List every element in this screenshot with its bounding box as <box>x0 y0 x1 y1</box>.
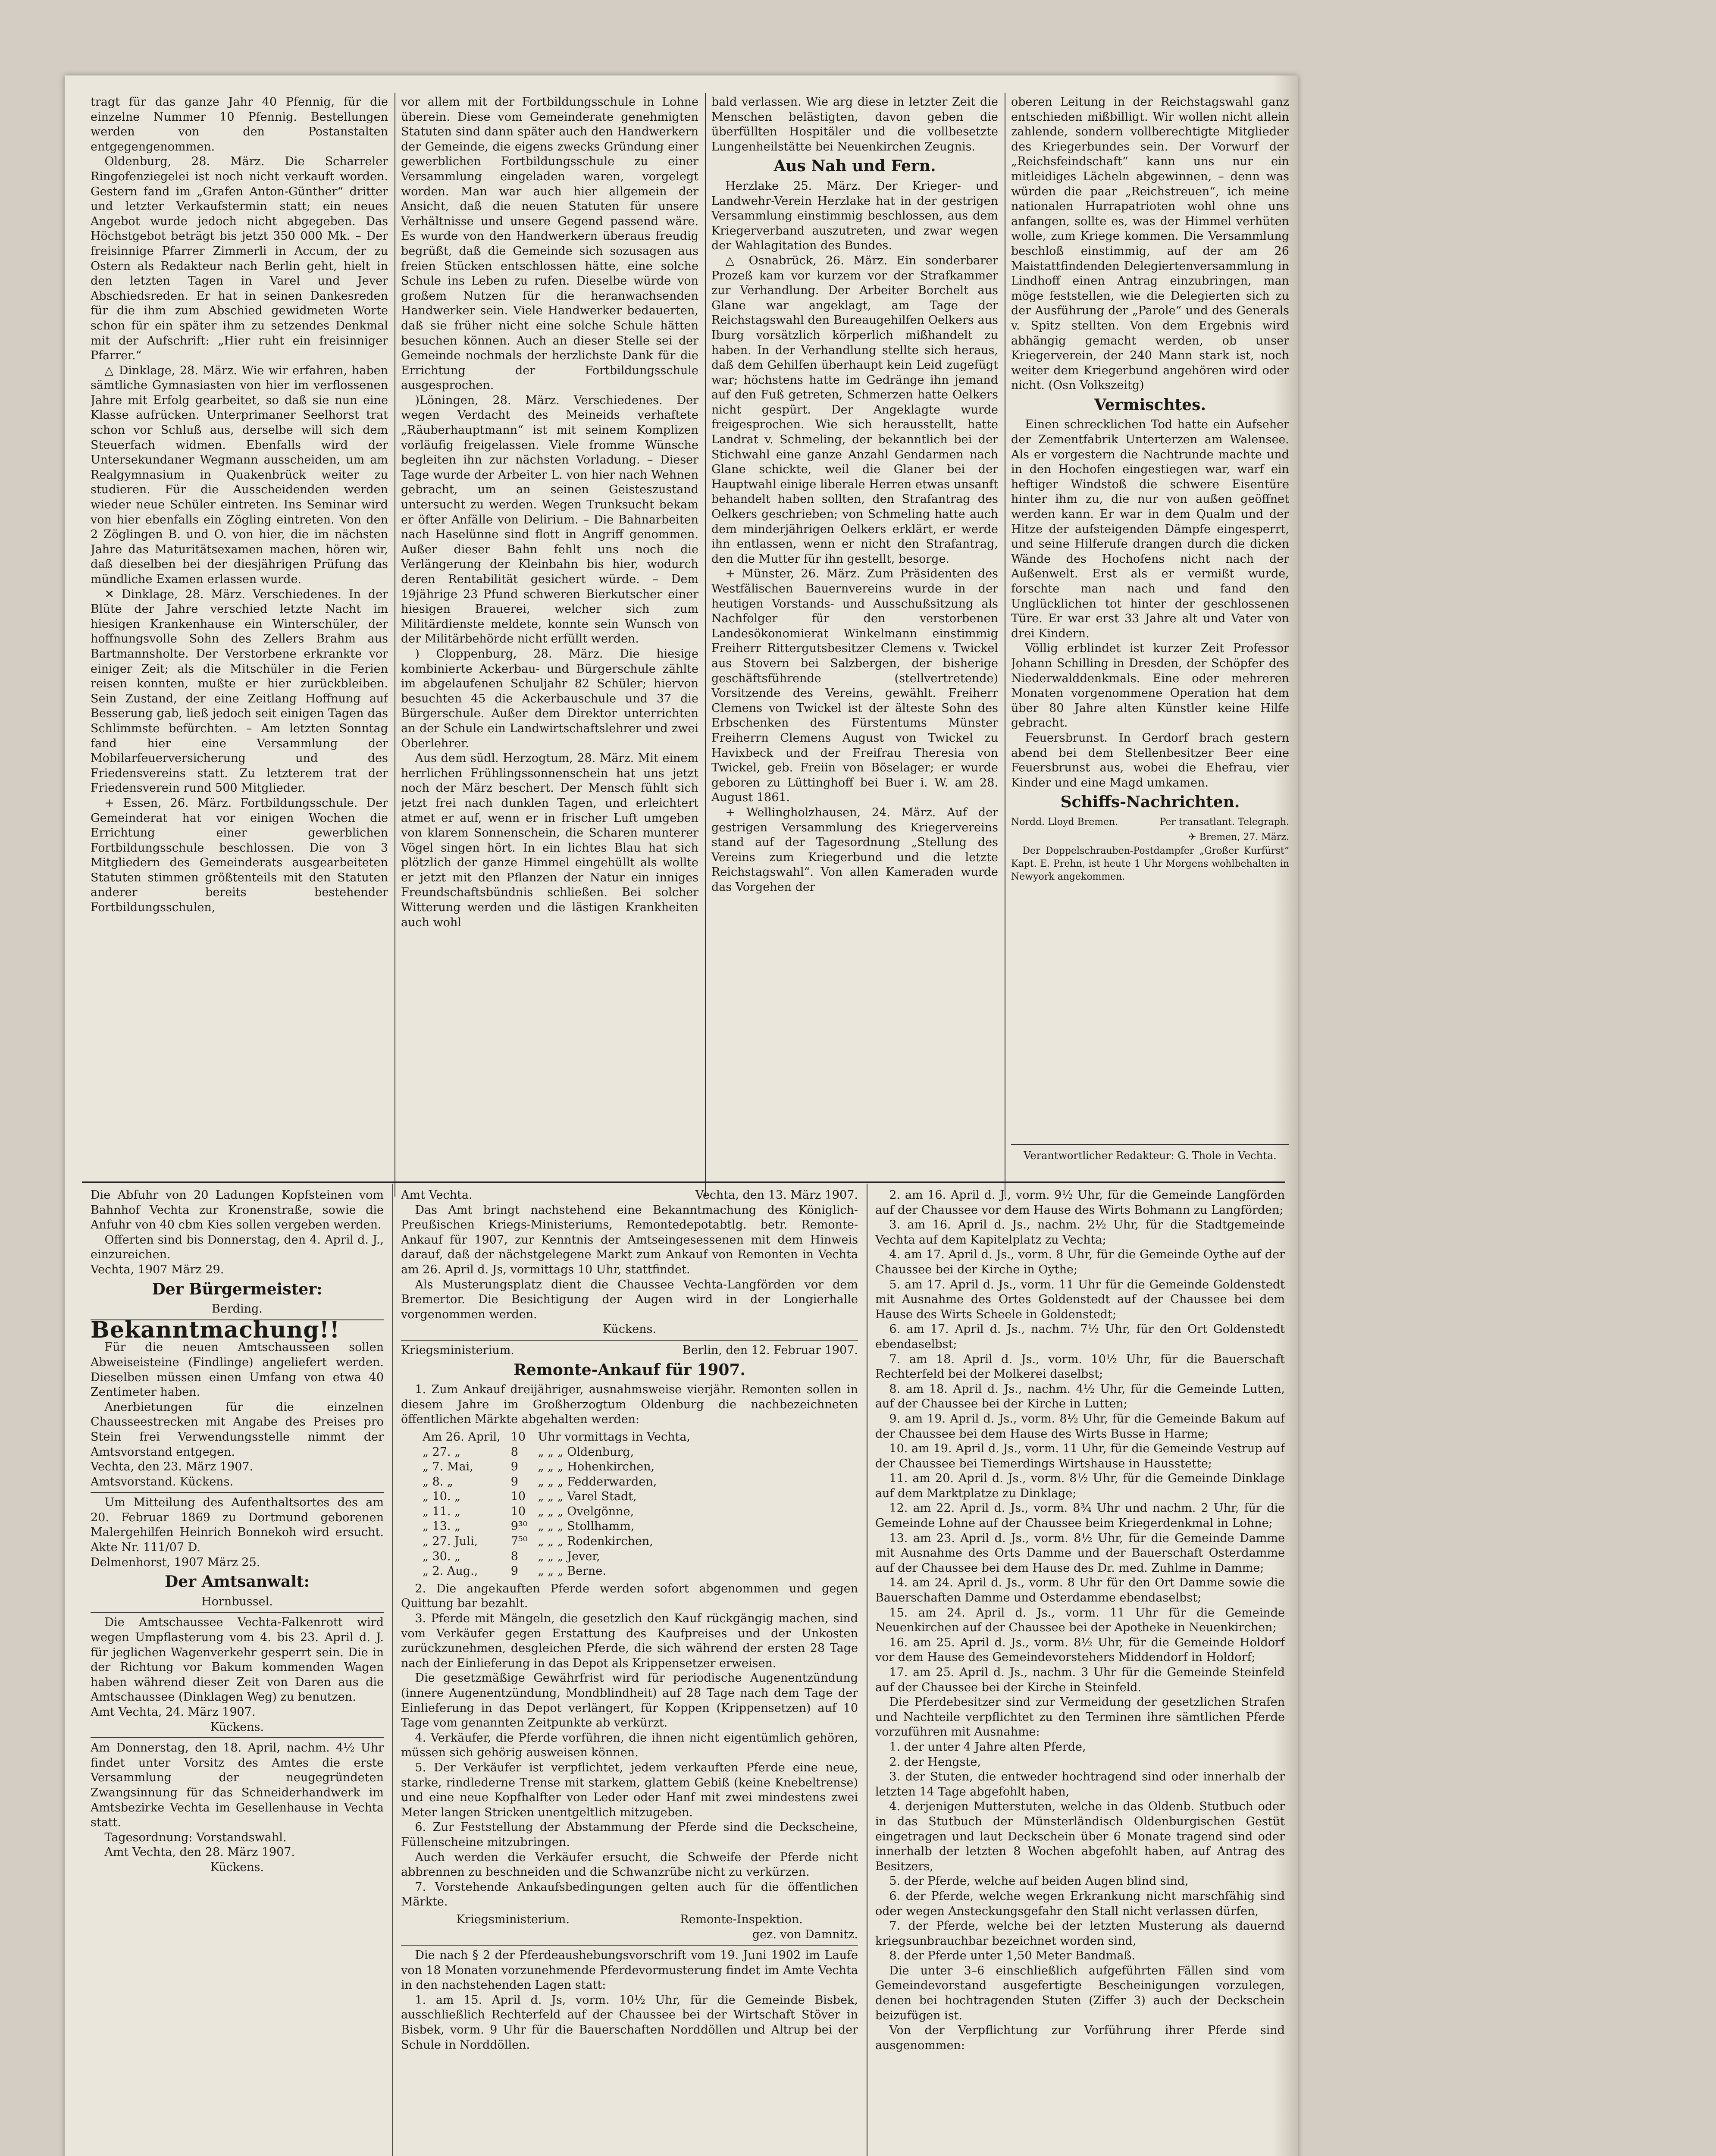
table-cell: „ „ „ Rodenkirchen, <box>538 1535 653 1548</box>
office-signature: Amtsvorstand. Kückens. <box>91 1475 234 1489</box>
article-paragraph: △ Dinklage, 28. März. Wie wir erfahren, haben sämtliche Gymnasiasten von hier im verflossenen Jahre mit Erfolg gearbeitet, so daß sie nun eine Klasse aufrücken. Unterprimaner Seelhorst trat schon vor Schluß aus, derselbe will sich dem Steuerfach widmen. Ebenfalls wird der Untersekundaner Wegmann ausscheiden, um am Realgymnasium in Quakenbrück weiter zu studieren. Für die Ausscheidenden werden wieder neue Schüler eintreten. Ins Seminar wird von hier ebenfalls ein Zögling eintreten. Von den 2 Zöglingen B. und O. von hier, die im nächsten Jahre das Maturitätsexamen machen, hören wir, daß dieselben bei der diesjährigen Prüfung das mündliche Examen erlassen wurde. <box>91 364 388 586</box>
schedule-item: 6. am 17. April d. Js., nachm. 7½ Uhr, für den Ort Goldenstedt ebendaselbst; <box>875 1322 1285 1351</box>
ships-header-row <box>1011 815 1289 830</box>
rule <box>401 1340 858 1341</box>
responsible-editor: Verantwortlicher Redakteur: G. Thole in Vechta. <box>1024 1150 1277 1162</box>
signature-name: Hornbussel. <box>201 1595 273 1608</box>
table-cell: Uhr vormittags in Vechta, <box>538 1430 691 1444</box>
article-paragraph: Feuersbrunst. In Gerdorf brach gestern abend bei dem Stellenbesitzer Beer eine Feuersbrunst aus, wobei die Ehefrau, vier Kinder und eine Magd umkamen. <box>1011 731 1289 790</box>
table-cell: „ „ „ Stollhamm, <box>538 1520 635 1533</box>
article-paragraph: Aus dem südl. Herzogtum, 28. März. Mit einem herrlichen Frühlingssonnenschein hat uns jetzt noch der März beschert. Der Mensch fühlt sich jetzt frei nach dunklen Tagen, und erleichtert atmet er auf, wenn er in frischer Luft umgeben von klarem Sonnenschein, die Scharen munterer Vögel singen hört. In ein lichtes Blau hat sich plötzlich der ganze Himmel eingehüllt als wollte er jetzt mit den Pflanzen der Natur ein inniges Freundschaftsbündnis schließen. Bei solcher Witterung werden und die lästigen Krankheiten auch wohl <box>401 752 698 929</box>
newspaper-page <box>65 75 1298 2156</box>
table-cell: 9 <box>510 1564 518 1578</box>
schedule-item: 7. am 18. April d. Js., vorm. 10½ Uhr, für die Bauerschaft Rechterfeld bei der Molkerei daselbst; <box>875 1352 1285 1381</box>
notice-paragraph: 7. Vorstehende Ankaufsbedingungen gelten auch für die öffentlichen Märkte. <box>401 1880 858 1909</box>
article-paragraph: vor allem mit der Fortbildungsschule in Lohne überein. Diese vom Gemeinderate genehmigten Statuten sind dann später auch den Handwerkern der Gemeinde, die eigens zwecks Gründung einer gewerblichen Fortbildungsschule zu einer Versammlung eingeladen waren, vorgelegt worden. Man war auch hier allgemein der Ansicht, daß die neuen Statuten für unsere Verhältnisse und unsere Gegend passend wäre. Es wurde von den Handwerkern überaus freudig begrüßt, daß die Gemeinde sich sozusagen aus freien Stücken entschlossen hätte, eine solche Schule ins Leben zu rufen. Dieselbe würde von großem Nutzen für die heranwachsenden Handwerker sein. Viele Handwerker bedauerten, daß sie früher nicht eine solche Schule hätten besuchen können. Auch an dieser Stelle sei der Gemeinde nochmals der herzlichste Dank für die Errichtung der Fortbildungsschule ausgesprochen. <box>401 95 698 392</box>
table-cell: „ 7. Mai, <box>423 1460 473 1474</box>
signature-name: Berding. <box>212 1302 263 1316</box>
inspection-label: Remonte-Inspektion. <box>680 1912 803 1926</box>
article-paragraph: ) Cloppenburg, 28. März. Die hiesige kombinierte Ackerbau- und Bürgerschule zählte im abgelaufenen Schuljahr 82 Schüler; hiervon besuchten 45 die Ackerbauschule und 37 die Bürgerschule. Außer dem Direktor unterrichten an der Schule ein Landwirtschaftslehrer und zwei Oberlehrer. <box>401 647 698 750</box>
table-row <box>423 1519 701 1534</box>
rule <box>91 1492 384 1493</box>
table-cell: „ „ „ Varel Stadt, <box>538 1490 637 1504</box>
schedule-item: 12. am 22. April d. Js., vorm. 8¾ Uhr und nachm. 2 Uhr, für die Gemeinde Lohne auf der Chaussee beim Kriegerdenkmal in Lohne; <box>875 1501 1285 1530</box>
notice-paragraph: Am Donnerstag, den 18. April, nachm. 4½ Uhr findet unter Vorsitz des Amtes die erste Versammlung der neugegründeten Zwangsinnung für das Schneiderhandwerk im Amtsbezirke Vechta im Gesellenhause in Vechta statt. <box>91 1741 384 1830</box>
schedule-item: Die unter 3–6 einschließlich aufgeführten Fällen sind vom Gemeindevorstand ausgefertigte Bescheinigungen vorzulegen, denen bei hochtragenden Stuten (Ziffer 3) auch der Deckschein beizufügen ist. <box>875 1964 1285 2022</box>
ministry-date: Berlin, den 12. Februar 1907. <box>682 1343 858 1357</box>
notice-paragraph: 1. Zum Ankauf dreijähriger, ausnahmsweise vierjähr. Remonten sollen in diesem Jahre im Großherzogtum Oldenburg die nachbezeichneten öffentlichen Märkte abgehalten werden: <box>401 1383 858 1426</box>
schedule-item: 17. am 25. April d. Js., nachm. 3 Uhr für die Gemeinde Steinfeld auf der Chaussee bei der Kirche in Steinfeld. <box>875 1666 1285 1694</box>
article-paragraph: )Löningen, 28. März. Verschiedenes. Der wegen Verdacht des Meineids verhaftete „Räuberhauptmann“ ist mit seinem Komplizen vorläufig freigelassen. Viele fromme Wünsche begleiten ihn zur nächsten Vorladung. – Dieser Tage wurde der Arbeiter L. von hier nach Wehnen gebracht, um an seinen Geisteszustand untersucht zu werden. Wegen Trunksucht bekam er öfter Anfälle von Delirium. – Die Bahnarbeiten nach Haselünne sind flott in Angriff genommen. Außer dieser Bahn fehlt uns noch die Verlängerung der Kleinbahn bis hier, wodurch deren Rentabilität gesichert würde. – Dem 19jährige 23 Pfund schweren Bierkutscher einer hiesigen Brauerei, welcher sich zum Militärdienste meldete, konnte sein Wunsch von der Militärbehörde nicht erfüllt werden. <box>401 393 698 646</box>
schedule-item: 3. der Stuten, die entweder hochtragend sind oder innerhalb der letzten 14 Tage abgefohlt haben, <box>875 1770 1285 1799</box>
top-column-1 <box>91 95 388 1179</box>
notice-paragraph: 4. Verkäufer, die Pferde vorführen, die ihnen nicht eigentümlich gehören, müssen sich gehörig ausweisen können. <box>401 1731 858 1760</box>
table-row <box>423 1460 701 1475</box>
article-paragraph: △ Osnabrück, 26. März. Ein sonderbarer Prozeß kam vor kurzem vor der Strafkammer zur Verhandlung. Der Arbeiter Borchelt aus Glane war angeklagt, am Tage der Reichstagswahl den Bureaugehilfen Oelkers aus Iburg vorsätzlich körperlich mißhandelt zu haben. In der Verhandlung stellte sich heraus, daß dem Gehilfen überhaupt kein Leid zugefügt war; höchstens hatte im Gedränge ihn jemand auf den Fuß getreten, Schmerzen hatte Oelkers nicht gespürt. Der Angeklagte wurde freigesprochen. Wie sich herausstellt, hatte Landrat v. Schmeling, der bekanntlich bei der Stichwahl eine ganze Anzahl Gendarmen nach Glane schickte, weil die Glaner bei der Hauptwahl einige liberale Herren etwas unsanft behandelt haben sollten, den Strafantrag des Oelkers geschrieben; von Schmeling hatte auch dem minderjährigen Oelkers erklärt, er werde ihn entlassen, wenn er nicht den Strafantrag, den die Mutter für ihn gestellt, besorge. <box>711 254 998 566</box>
top-column-2 <box>401 95 698 1179</box>
table-cell: „ 27. Juli, <box>423 1535 478 1548</box>
schedule-item: 16. am 25. April d. Js., vorm. 8½ Uhr, für die Gemeinde Holdorf vor dem Hause des Gemeindevorstehers Middendorf in Holdorf; <box>875 1636 1285 1664</box>
schedule-item: 1. der unter 4 Jahre alten Pferde, <box>889 1740 1086 1754</box>
table-cell: „ 10. „ <box>423 1490 461 1504</box>
table-cell: 8 <box>510 1549 518 1563</box>
table-cell: „ 13. „ <box>423 1520 461 1533</box>
editor-rule <box>1011 1144 1289 1145</box>
table-row <box>423 1475 701 1490</box>
ministry-label: Kriegsministerium. <box>456 1912 570 1926</box>
rule <box>91 1319 384 1320</box>
notice-paragraph: Vechta, den 23. März 1907. <box>91 1460 254 1474</box>
schedule-item: 11. am 20. April d. Js., vorm. 8½ Uhr, für die Gemeinde Dinklage auf dem Marktplatze zu Dinklage; <box>875 1472 1285 1500</box>
schedule-item: 8. der Pferde unter 1,50 Meter Bandmaß. <box>889 1949 1136 1963</box>
ministry-signature-row <box>401 1912 858 1927</box>
notice-paragraph: Die gesetzmäßige Gewährfrist wird für periodische Augenentzündung (innere Augenentzündung, Mondblindheit) auf 28 Tage nach dem Tage der Einlieferung in das Depot verlängert, für Koppen (Krippensetzen) auf 10 Tage vom genannten Zeitpunkte ab verkürzt. <box>401 1671 858 1730</box>
table-row <box>423 1549 701 1564</box>
notice-paragraph: Auch werden die Verkäufer ersucht, die Schweife der Pferde nicht abbrennen zu beschneiden und die Schwanzrübe nicht zu verkürzen. <box>401 1850 858 1879</box>
section-heading: Vermischtes. <box>1094 395 1206 414</box>
notice-paragraph: 2. Die angekauften Pferde werden sofort abgenommen und gegen Quittung bar bezahlt. <box>401 1582 858 1611</box>
table-cell: 7⁵⁰ <box>510 1535 528 1548</box>
rule <box>91 1612 384 1613</box>
column-divider <box>705 93 706 1197</box>
schedule-item: 2. am 16. April d. J., vorm. 9½ Uhr, für die Gemeinde Langförden auf der Chaussee vor dem Hause des Wirts Bohmann zu Langförden; <box>875 1188 1285 1217</box>
notice-paragraph: Delmenhorst, 1907 März 25. <box>91 1555 260 1569</box>
table-cell: 9³⁰ <box>510 1520 528 1533</box>
notice-paragraph: Amt Vechta, den 28. März 1907. <box>104 1846 295 1859</box>
table-cell: „ „ „ Berne. <box>538 1564 606 1578</box>
schedule-item: 7. der Pferde, welche bei der letzten Musterung als dauernd kriegsunbrauchbar bezeichnet worden sind, <box>875 1919 1285 1948</box>
schedule-item: 4. derjenigen Mutterstuten, welche in das Oldenb. Stutbuch oder in das Stutbuch der Münsterländisch Oldenburgischen Gestüt eingetragen und laut Deckschein über 6 Monate tragend sind oder innerhalb der letzten 8 Wochen abgefohlt haben, auf Antrag des Besitzers, <box>875 1800 1285 1873</box>
schedule-item: 8. am 18. April d. Js., nachm. 4½ Uhr, für die Gemeinde Lutten, auf der Chaussee bei der Kirche in Lutten; <box>875 1382 1285 1411</box>
top-column-3 <box>711 95 998 1179</box>
notice-paragraph: 5. Der Verkäufer ist verpflichtet, jedem verkauften Pferde eine neue, starke, rindlederne Trense mit starkem, glattem Gebiß (keine Knebeltrense) und eine neue Kopfhalfter von Leder oder Hanf mit zwei mindestens zwei Meter langen Stricken unentgeltlich mitzugeben. <box>401 1761 858 1819</box>
rule <box>401 1945 858 1946</box>
notice-paragraph: Amt Vechta, 24. März 1907. <box>91 1705 256 1719</box>
article-paragraph: Oldenburg, 28. März. Die Scharreler Ringofenziegelei ist noch nicht verkauft worden. Gestern fand im „Grafen Anton-Günther“ dritter und letzter Verkaufstermin statt; ein neues Angebot wurde jedoch nicht abgegeben. Das Höchstgebot beträgt bis jetzt 350 000 Mk. – Der freisinnige Pfarrer Zimmerli in Accum, der zu Ostern als Redakteur nach Berlin geht, hielt in den letzten Tagen in Varel und Jever Abschiedsreden. Er hat in seinen Dankesreden für die ihm zum Abschied gewidmeten Worte schon für ein später ihm zu setzendes Denkmal mit der Aufschrift: „Hier ruht ein freisinniger Pfarrer.“ <box>91 155 388 363</box>
bottom-column-2 <box>401 1188 858 2156</box>
notice-paragraph: Die Amtschaussee Vechta-Falkenrott wird wegen Umpflasterung vom 4. bis 23. April d. J. für jeglichen Wagenverkehr gesperrt sein. Die in der Richtung vor Bakum kommenden Wagen haben während dieser Zeit von Daren aus die Amtschaussee (Dinklagen Weg) zu benutzen. <box>91 1616 384 1704</box>
notice-paragraph: Als Musterungsplatz dient die Chaussee Vechta-Langförden vor dem Bremertor. Die Besichtigung der Augen wird in der Longierhalle vorgenommen werden. <box>401 1278 858 1321</box>
schedule-item: Die Pferdebesitzer sind zur Vermeidung der gesetzlichen Strafen und Nachteile verpflichtet zu den Terminen ihre sämtlichen Pferde vorzuführen mit Ausnahme: <box>875 1695 1285 1739</box>
office-label: Amt Vechta. <box>401 1188 473 1202</box>
signature-name: gez. von Damnitz. <box>752 1927 858 1941</box>
column-divider <box>392 1184 393 2156</box>
table-cell: „ 2. Aug., <box>423 1564 478 1578</box>
section-heading: Schiffs-Nachrichten. <box>1060 793 1240 812</box>
schedule-item: 2. der Hengste, <box>889 1755 981 1769</box>
schedule-item: Von der Verpflichtung zur Vorführung ihrer Pferde sind ausgenommen: <box>875 2024 1285 2052</box>
notice-title: Remonte-Ankauf für 1907. <box>513 1360 746 1379</box>
schedule-item: 6. der Pferde, welche wegen Erkrankung nicht marschfähig sind oder wegen Ansteckungsgefahr den Stall nicht verlassen dürfen, <box>875 1889 1285 1918</box>
ships-location: ✈ Bremen, 27. März. <box>1188 831 1289 843</box>
schedule-item: 5. der Pferde, welche auf beiden Augen blind sind, <box>889 1874 1189 1888</box>
article-paragraph: oberen Leitung in der Reichstagswahl ganz entschieden mißbilligt. Wir wollen nicht allein zahlende, sondern vollberechtigte Mitglieder des Kriegerbundes sein. Der Vorwurf der „Reichsfeindschaft“ kann uns nur ein mitleidiges Lächeln abgewinnen, – denn was würden die paar „Reichstreuen“, ich meine nationalen Hurrapatrioten wohl ohne uns anfangen, sollte es, was der Himmel verhüten wolle, zum Kriege kommen. Die Versammlung beschloß einstimmig, auf der am 26 Maistattfindenden Delegiertenversammlung in Lindhoff einen Antrag einzubringen, man möge feststellen, wie die Delegierten sich zu der Ausführung der „Parole“ und des Generals v. Spitz stellten. Von dem Ergebnis wird abhängig gemacht werden, ob unser Kriegerverein, der 240 Mann stark ist, noch weiter dem Kriegerbund angehören wird oder nicht. (Osn Volkszeitg) <box>1011 95 1289 392</box>
ministry-header-row <box>401 1343 858 1358</box>
notice-headline: Bekanntmachung!! <box>91 1316 340 1343</box>
section-heading: Aus Nah und Fern. <box>773 157 936 175</box>
table-row <box>423 1430 701 1445</box>
schedule-item: 10. am 19. April d. Js., vorm. 11 Uhr, für die Gemeinde Vestrup auf der Chaussee bei Tiemerdings Wirtshause in Hausstette; <box>875 1442 1285 1470</box>
signature-title: Der Bürgermeister: <box>152 1280 323 1298</box>
notice-paragraph: 1. am 15. April d. Js, vorm. 10½ Uhr, für die Gemeinde Bisbek, ausschließlich Rechterfeld auf der Chaussee bei der Wirtschaft Stöver in Bisbek, vorm. 9 Uhr für die Bauerschaften Norddöllen und Altrup bei der Schule in Norddöllen. <box>401 1993 858 2052</box>
table-row <box>423 1445 701 1460</box>
table-cell: 10 <box>510 1490 526 1504</box>
editor-line <box>1011 1148 1289 1166</box>
signature-name: Kückens. <box>210 1720 264 1734</box>
notice-header-row <box>401 1188 858 1203</box>
article-paragraph: Völlig erblindet ist kurzer Zeit Professor Johann Schilling in Dresden, der Schöpfer des Niederwalddenkmals. Eine oder mehreren Monaten vorgenommene Operation hat dem über 80 Jahre alten Künstler keine Hilfe gebracht. <box>1011 642 1289 730</box>
ministry-label: Kriegsministerium. <box>401 1343 514 1357</box>
market-dates-table <box>423 1430 701 1579</box>
notice-paragraph: Die Abfuhr von 20 Ladungen Kopfsteinen vom Bahnhof Vechta zur Kronenstraße, sowie die Anfuhr von 40 cbm Kies sollen vergeben werden. <box>91 1188 384 1232</box>
ships-right-label: Per transatlant. Telegraph. <box>1159 816 1289 827</box>
table-cell: „ „ „ Fedderwarden, <box>538 1475 657 1489</box>
schedule-item: 9. am 19. April d. Js., vorm. 8½ Uhr, für die Gemeinde Bakum auf der Chaussee bei dem Hause des Wirts Busse in Harme; <box>875 1412 1285 1441</box>
table-cell: 9 <box>510 1460 518 1474</box>
notice-paragraph: Vechta, 1907 März 29. <box>91 1263 224 1276</box>
schedule-item: 4. am 17. April d. Js., vorm. 8 Uhr, für die Gemeinde Oythe auf der Chaussee bei der Kirche in Oythe; <box>875 1248 1285 1276</box>
schedule-item: 15. am 24. April d. Js., vorm. 11 Uhr für die Gemeinde Neuenkirchen auf der Chaussee bei der Apotheke in Neuenkirchen; <box>875 1606 1285 1635</box>
notice-paragraph: 6. Zur Feststellung der Abstammung der Pferde sind die Deckscheine, Füllenscheine mitzubringen. <box>401 1821 858 1849</box>
notice-paragraph: Das Amt bringt nachstehend eine Bekanntmachung des Königlich-Preußischen Kriegs-Ministeriums, Remontedepotabtlg. betr. Remonte-Ankauf für 1907, zur Kenntnis der Amtseingesessenen mit dem Hinweis darauf, daß der nächstgelegene Markt zum Ankauf von Remonten in Vechta am 26. April d. Js, vormittags 10 Uhr, stattfindet. <box>401 1203 858 1276</box>
article-paragraph: + Essen, 26. März. Fortbildungsschule. Der Gemeinderat hat vor einigen Wochen die Errichtung einer gewerblichen Fortbildungsschule beschlossen. Die von 3 Mitgliedern des Gemeinderats ausgearbeiteten Statuten stimmen größtenteils mit den Statuten anderer bereits bestehender Fortbildungsschulen, <box>91 796 388 915</box>
table-cell: „ „ „ Jever, <box>538 1549 600 1563</box>
article-paragraph: Einen schrecklichen Tod hatte ein Aufseher der Zementfabrik Unterterzen am Walensee. Als er vorgestern die Nachtrunde machte und in den Hochofen eingestiegen war, warf ein heftiger Windstoß die schwere Eisentüre hinter ihm zu, die nur von außen geöffnet werden kann. Er war in dem Qualm und der Hitze der aufsteigenden Dämpfe eingesperrt, und seine Hilferufe drangen durch die dicken Wände des Hochofens nicht nach der Außenwelt. Erst als er vermißt wurde, forschte man nach und fand den Unglücklichen tot hinter der geschlossenen Türe. Er war erst 33 Jahre alt und Vater von drei Kindern. <box>1011 418 1289 640</box>
table-cell: „ 8. „ <box>423 1475 453 1489</box>
bottom-column-3 <box>875 1188 1285 2156</box>
bottom-column-1 <box>91 1188 384 2156</box>
table-row <box>423 1534 701 1549</box>
notice-paragraph: Tagesordnung: Vorstandswahl. <box>104 1830 287 1844</box>
notice-paragraph: Anerbietungen für die einzelnen Chausseestrecken mit Angabe des Preises pro Stein frei Verwendungsstelle nimmt der Amtsvorstand entgegen. <box>91 1400 384 1459</box>
signature-name: Kückens. <box>602 1322 657 1336</box>
table-cell: „ 27. „ <box>423 1445 461 1459</box>
table-cell: Am 26. April, <box>423 1430 501 1444</box>
notice-paragraph: 3. Pferde mit Mängeln, die gesetzlich den Kauf rückgängig machen, sind vom Verkäufer gegen Erstattung des Kaufpreises und der Unkosten zurückzunehmen, desgleichen Pferde, die sich während der ersten 28 Tage nach der Einlieferung in das Depot als Krippensetzer erweisen. <box>401 1612 858 1670</box>
rule <box>91 1737 384 1738</box>
schedule-item: 5. am 17. April d. Js., vorm. 11 Uhr für die Gemeinde Goldenstedt mit Ausnahme des Ortes Goldenstedt auf der Chaussee bei dem Hause des Wirts Scheele in Goldenstedt; <box>875 1278 1285 1321</box>
top-column-4 <box>1011 95 1289 1138</box>
signature-name: Kückens. <box>210 1860 264 1874</box>
article-paragraph: tragt für das ganze Jahr 40 Pfennig, für die einzelne Nummer 10 Pfennig. Bestellungen werden von den Postanstalten entgegengenommen. <box>91 95 388 154</box>
schedule-item: 13. am 23. April d. Js., vorm. 8½ Uhr, für die Gemeinde Damme mit Ausnahme des Orts Damme und der Bauerschaft Osterdamme auf der Chaussee bei dem Hause des Dr. med. Zuhlme in Damme; <box>875 1531 1285 1575</box>
table-cell: 8 <box>510 1445 518 1459</box>
table-cell: 9 <box>510 1475 518 1489</box>
notice-paragraph: Um Mitteilung des Aufenthaltsortes des am 20. Februar 1869 zu Dortmund geborenen Malergehilfen Heinrich Bonnekoh wird ersucht. Akte Nr. 111/07 D. <box>91 1496 384 1554</box>
notice-paragraph: Die nach § 2 der Pferdeaushebungsvorschrift vom 19. Juni 1902 im Laufe von 18 Monaten vorzunehmende Pferdevormusterung findet im Amte Vechta in den nachstehenden Lagen statt: <box>401 1949 858 1992</box>
signature-title: Der Amtsanwalt: <box>165 1573 310 1591</box>
notice-date: Vechta, den 13. März 1907. <box>695 1188 858 1202</box>
ships-text: Der Doppelschrauben-Postdampfer „Großer Kurfürst“ Kapt. E. Prehn, ist heute 1 Uhr Morgens wohlbehalten in Newyork angekommen. <box>1011 846 1289 883</box>
table-cell: „ „ „ Oldenburg, <box>538 1445 634 1459</box>
schedule-item: 3. am 16. April d. Js., nachm. 2½ Uhr, für die Stadtgemeinde Vechta auf dem Kapitelplatz zu Vechta; <box>875 1218 1285 1247</box>
table-cell: „ „ „ Ovelgönne, <box>538 1504 634 1518</box>
article-paragraph: ✕ Dinklage, 28. März. Verschiedenes. In der Blüte der Jahre verschied letzte Nacht im hiesigen Krankenhause ein Winterschüler, der hoffnungsvolle Sohn des Zellers Brahm aus Bartmannsholte. Der Verstorbene erkrankte vor einiger Zeit; als die Mitschüler in die Ferien reisen konnten, mußte er hier zurückbleiben. Sein Zustand, der eine Zeitlang Hoffnung auf Besserung gab, ließ jedoch seit einigen Tagen das Schlimmste befürchten. – Am letzten Sonntag fand hier eine Versammlung der Mobilarfeuerversicherung und des Friedensvereins statt. Zu letzterem trat der Friedensverein rund 500 Mitglieder. <box>91 587 388 795</box>
table-row <box>423 1564 701 1579</box>
section-divider <box>82 1181 1285 1183</box>
notice-paragraph: Offerten sind bis Donnerstag, den 4. April d. J., einzureichen. <box>91 1233 384 1262</box>
table-cell: 10 <box>510 1504 526 1518</box>
table-cell: „ 30. „ <box>423 1549 461 1563</box>
ships-left-label: Nordd. Lloyd Bremen. <box>1011 816 1118 827</box>
table-cell: „ 11. „ <box>423 1504 461 1518</box>
table-cell: „ „ „ Hohenkirchen, <box>538 1460 655 1474</box>
table-cell: 10 <box>510 1430 526 1444</box>
article-paragraph: Herzlake 25. März. Der Krieger- und Landwehr-Verein Herzlake hat in der gestrigen Versammlung einstimmig beschlossen, aus dem Kriegerverband auszutreten, und zwar wegen der Wahlagitation des Bundes. <box>711 179 998 253</box>
article-paragraph: + Münster, 26. März. Zum Präsidenten des Westfälischen Bauernvereins wurde in der heutigen Vorstands- und Ausschußsitzung als Nachfolger für den verstorbenen Landesökonomierat Winkelmann einstimmig Freiherr Rittergutsbesitzer Clemens v. Twickel aus Stovern bei Salzbergen, der bisherige geschäftsführende (stellvertretende) Vorsitzende des Vereins, gewählt. Freiherr Clemens von Twickel ist der älteste Sohn des Erbschenken des Fürstentums Münster Freiherrn Clemens August von Twickel zu Havixbeck und der Freifrau Theresia von Twickel, geb. Freiin von Böselager; er wurde geboren zu Lüttinghoff bei Buer i. W. am 28. August 1861. <box>711 567 998 805</box>
schedule-item: 14. am 24. April d. Js., vorm. 8 Uhr für den Ort Damme sowie die Bauerschaften Damme und Osterdamme ebendaselbst; <box>875 1576 1285 1605</box>
notice-paragraph: Für die neuen Amtschausseen sollen Abweiseisteine (Findlinge) angeliefert werden. Dieselben müssen einen Umfang von etwa 40 Zentimeter haben. <box>91 1341 384 1399</box>
article-paragraph: + Wellingholzhausen, 24. März. Auf der gestrigen Versammlung des Kriegervereins stand auf der Tagesordnung „Stellung des Vereins zum Kriegerbund und die letzte Reichstagswahl“. Von allen Kameraden wurde das Vorgehen der <box>711 805 998 894</box>
table-row <box>423 1504 701 1520</box>
table-row <box>423 1489 701 1504</box>
article-paragraph: bald verlassen. Wie arg diese in letzter Zeit die Menschen belästigten, davon geben die überfüllten Hospitäler und die vollbesetzte Lungenheilstätte bei Neuenkirchen Zeugnis. <box>711 95 998 154</box>
